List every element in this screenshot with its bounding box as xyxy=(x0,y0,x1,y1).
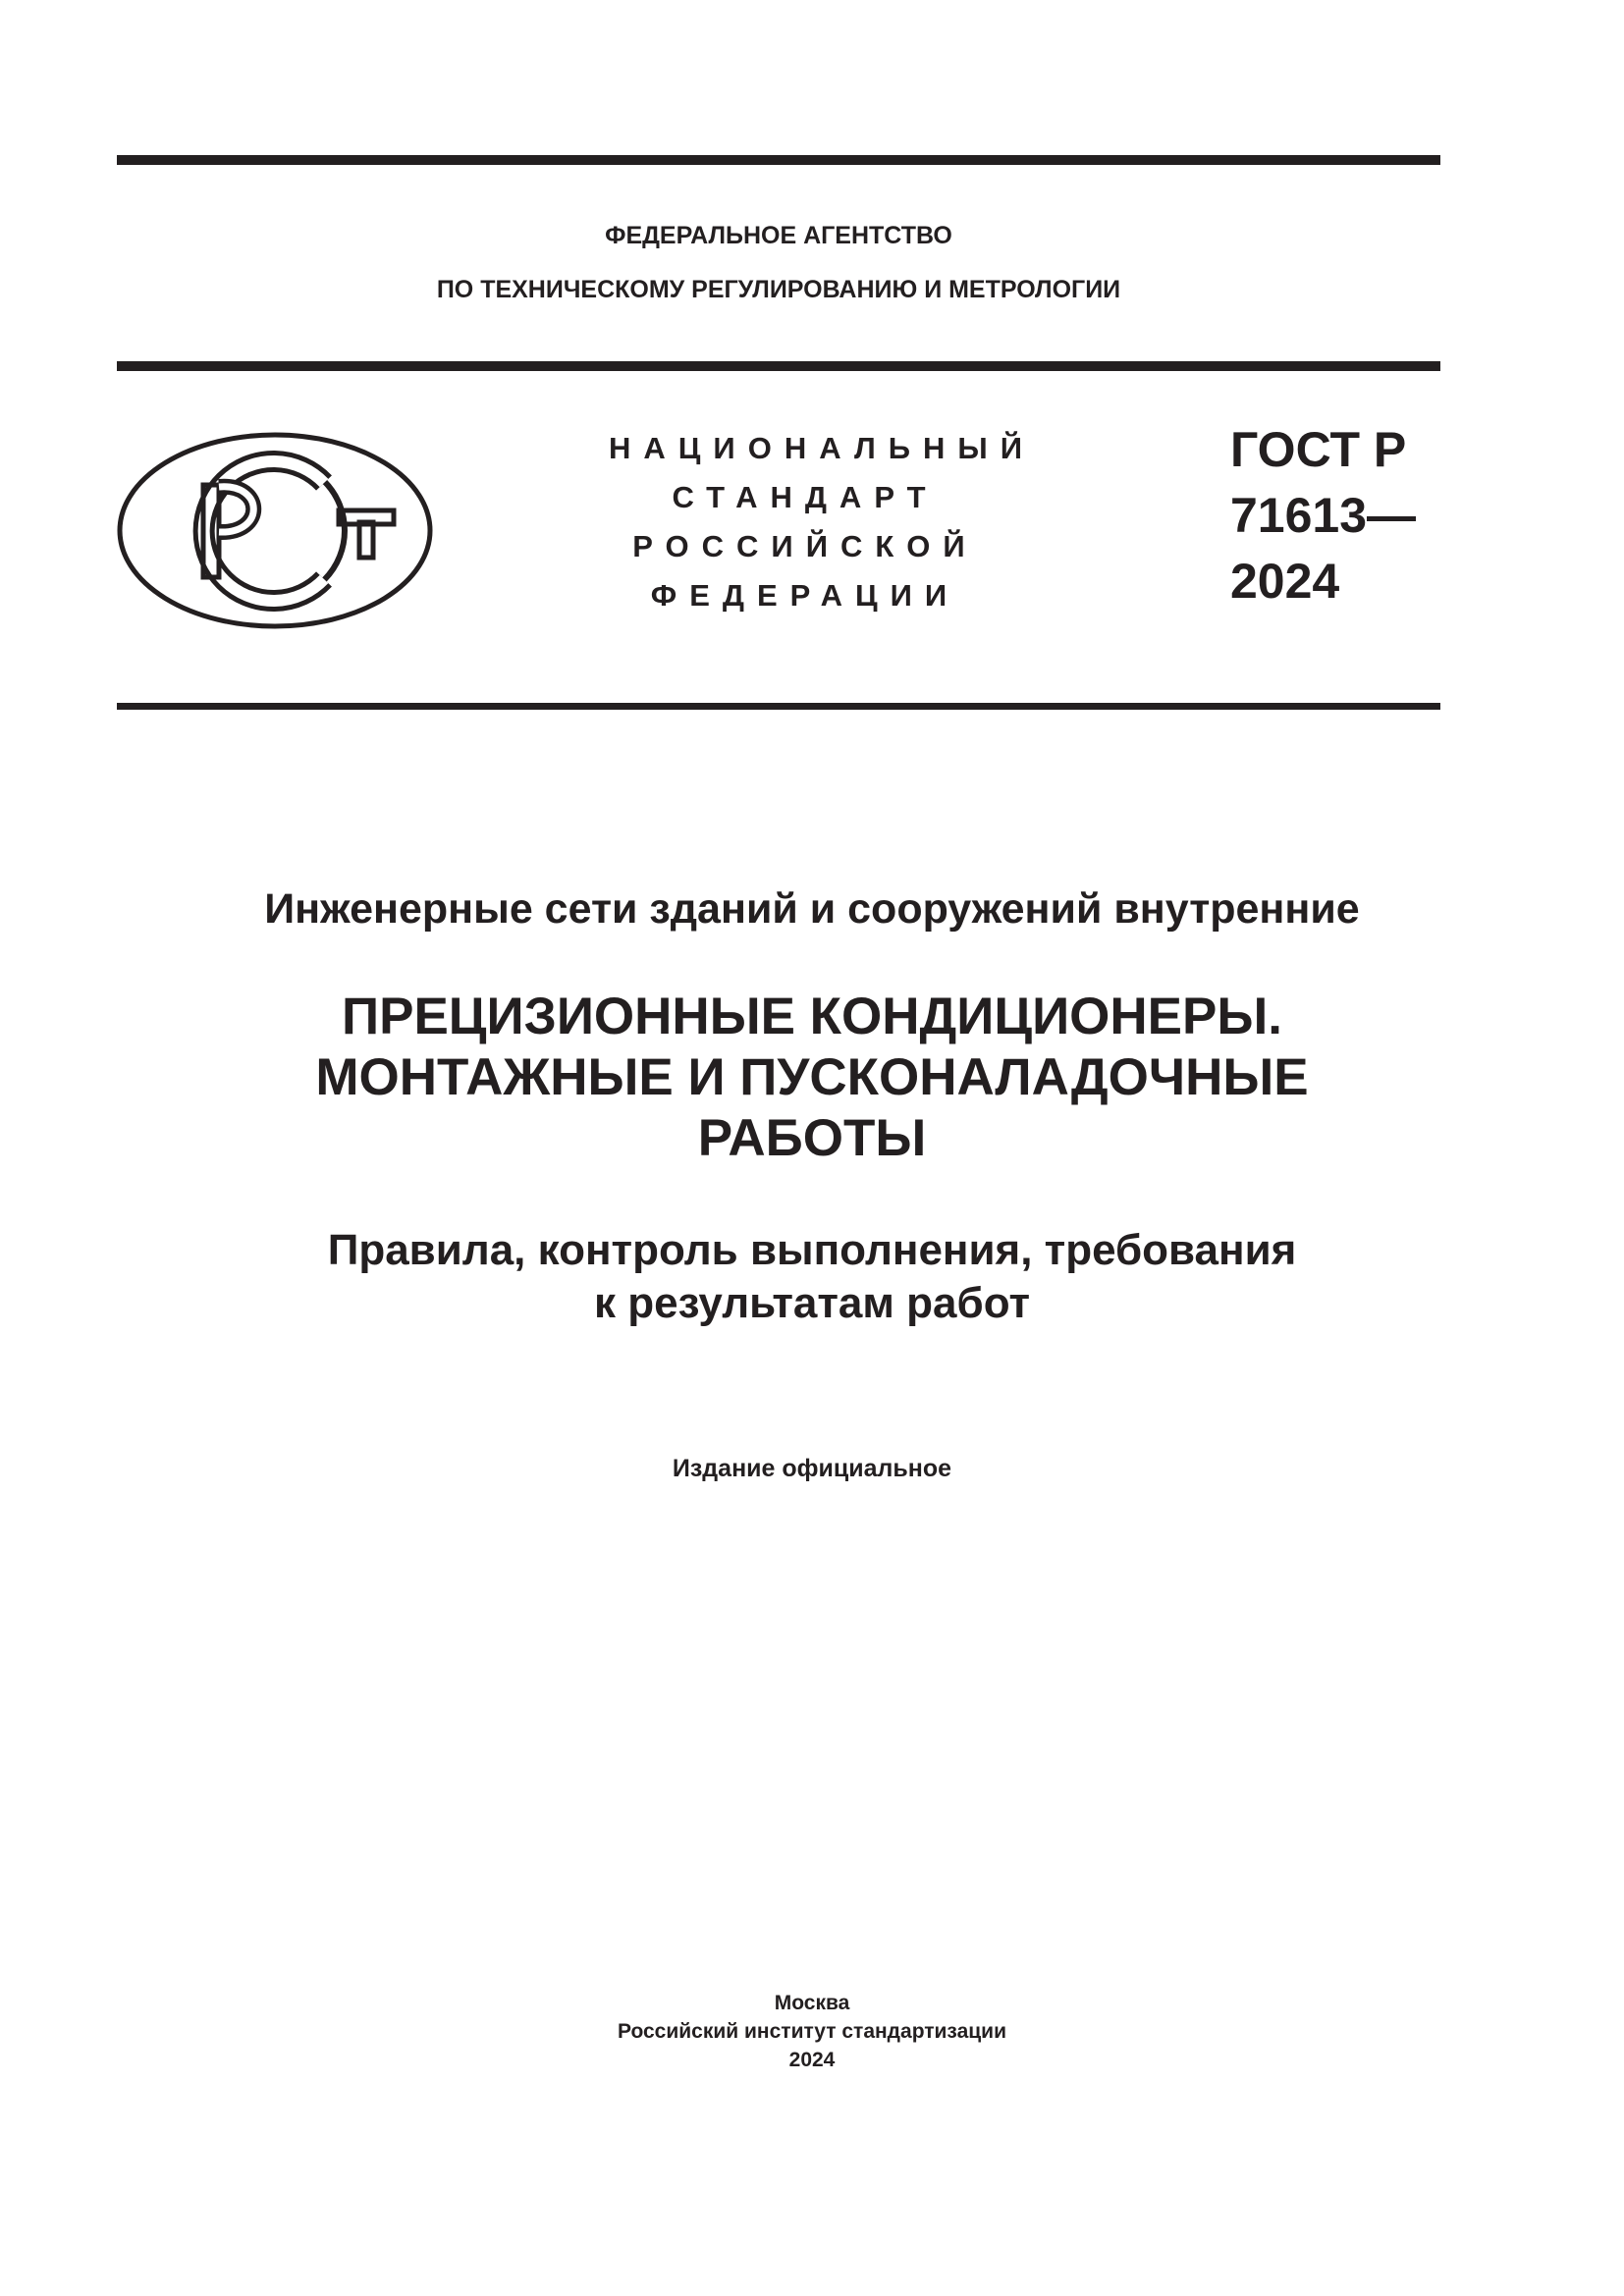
document-scope xyxy=(0,1224,1624,1330)
standard-designation xyxy=(1230,417,1416,614)
designation-line: 71613— xyxy=(1230,488,1417,543)
title-line: РАБОТЫ xyxy=(697,1109,927,1167)
imprint xyxy=(0,1989,1624,2074)
imprint-publisher: Российский институт стандартизации xyxy=(617,2020,1007,2043)
edition-note: Издание официальное xyxy=(672,1455,952,1482)
agency-name-line1: ФЕДЕРАЛЬНОЕ АГЕНТСТВО xyxy=(605,222,952,249)
designation-line: 2024 xyxy=(1230,554,1340,609)
imprint-city: Москва xyxy=(774,1992,850,2014)
scope-line: к результатам работ xyxy=(593,1279,1031,1327)
standard-type-line: ФЕДЕРАЦИИ xyxy=(650,578,960,613)
scope-line: Правила, контроль выполнения, требования xyxy=(327,1226,1297,1274)
standard-type-line: НАЦИОНАЛЬНЫЙ xyxy=(609,431,1036,465)
top-rule xyxy=(117,155,1440,165)
standard-type-line: РОССИЙСКОЙ xyxy=(632,529,978,563)
header-rule xyxy=(117,361,1440,371)
section-rule xyxy=(117,703,1440,710)
agency-name-line2: ПО ТЕХНИЧЕСКОМУ РЕГУЛИРОВАНИЮ И МЕТРОЛОГИИ xyxy=(436,276,1121,303)
title-line: ПРЕЦИЗИОННЫЕ КОНДИЦИОНЕРЫ. xyxy=(342,988,1282,1045)
standard-type-line: СТАНДАРТ xyxy=(672,480,939,514)
rst-logo-icon xyxy=(117,432,433,629)
designation-line: ГОСТ Р xyxy=(1230,422,1407,477)
standard-type xyxy=(609,424,1036,620)
imprint-year: 2024 xyxy=(788,2049,836,2071)
document-subject: Инженерные сети зданий и сооружений внутренние xyxy=(264,885,1360,933)
title-line: МОНТАЖНЫЕ И ПУСКОНАЛАДОЧНЫЕ xyxy=(315,1048,1309,1106)
document-title xyxy=(0,987,1624,1169)
